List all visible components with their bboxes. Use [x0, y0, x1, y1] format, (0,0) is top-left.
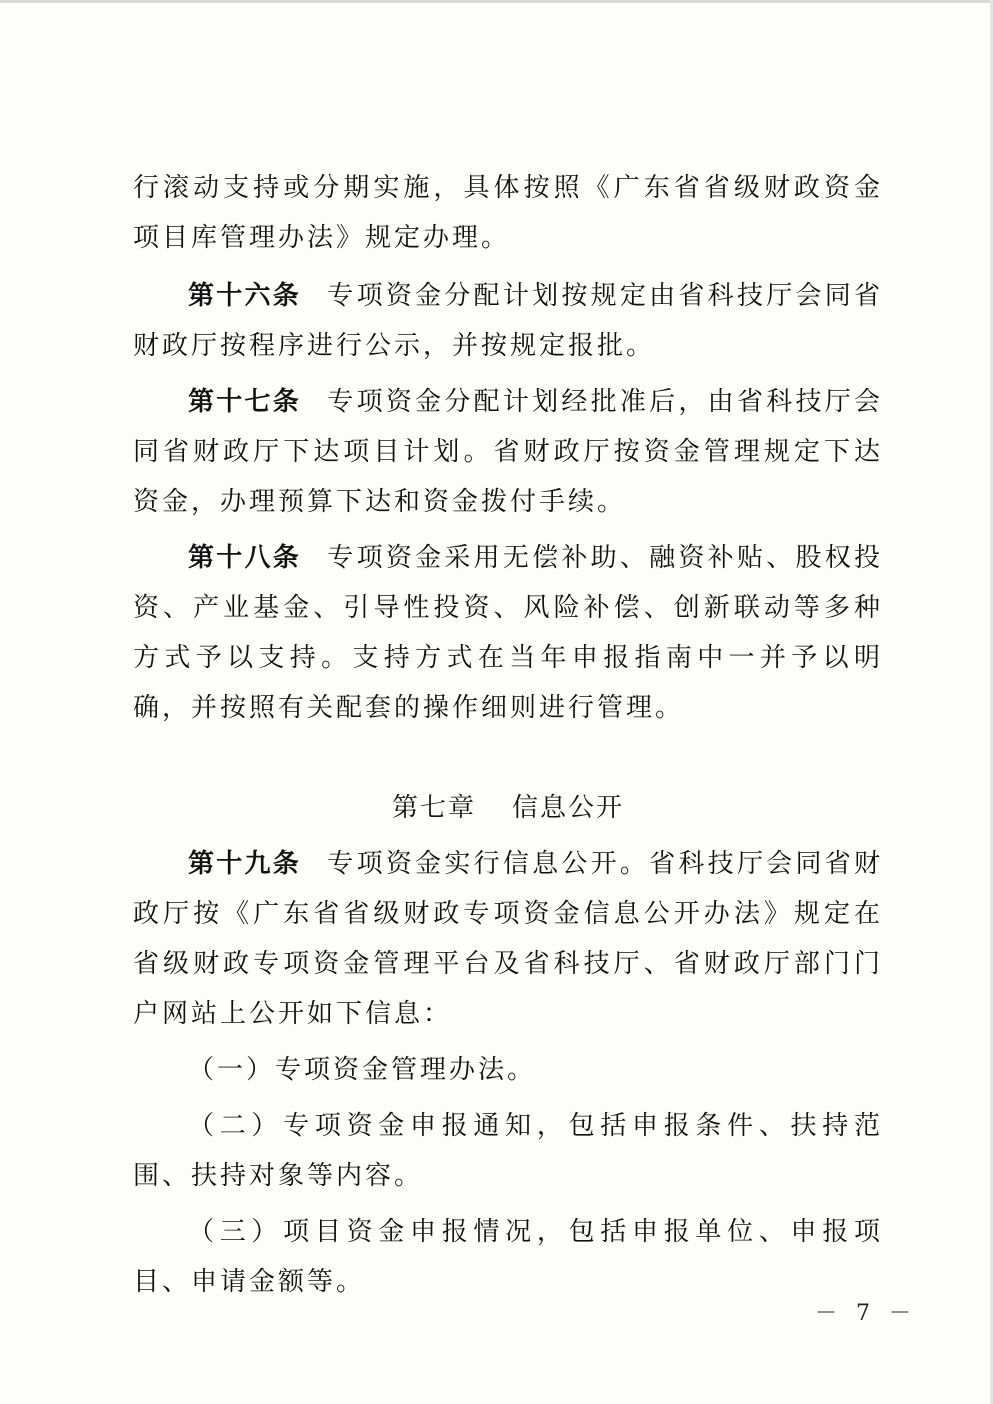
chapter-heading [133, 783, 883, 833]
paragraph-text: 行滚动支持或分期实施，具体按照《广东省省级财政资金项目库管理办法》规定办理。 [133, 173, 883, 253]
page-number: － 7 － [815, 1301, 917, 1326]
chapter-title: 信息公开 [512, 793, 625, 823]
article-text: 专项资金分配计划按规定由省科技厅会同省财政厅按程序进行公示，并按规定报批。 [133, 281, 883, 361]
scan-edge-top [0, 0, 993, 3]
article-label: 第十七条 [188, 387, 302, 417]
paragraph-continuation [133, 163, 883, 263]
article-text: 专项资金实行信息公开。省科技厅会同省财政厅按《广东省省级财政专项资金信息公开办法》规定在省级财政专项资金管理平台及省科技厅、省财政厅部门门户网站上公开如下信息： [133, 849, 883, 1029]
article-16 [133, 271, 883, 371]
list-item-2 [133, 1101, 883, 1201]
list-item-text: （一）专项资金管理办法。 [188, 1055, 537, 1085]
article-text: 专项资金分配计划经批准后，由省科技厅会同省财政厅下达项目计划。省财政厅按资金管理规定下达资金，办理预算下达和资金拨付手续。 [133, 387, 883, 517]
list-item-3 [133, 1207, 883, 1307]
article-18 [133, 533, 883, 733]
chapter-number: 第七章 [391, 793, 476, 823]
list-item-text: （二）专项资金申报通知，包括申报条件、扶持范围、扶持对象等内容。 [133, 1111, 883, 1191]
article-text: 专项资金采用无偿补助、融资补贴、股权投资、产业基金、引导性投资、风险补偿、创新联动等多种方式予以支持。支持方式在当年申报指南中一并予以明确，并按照有关配套的操作细则进行管理。 [133, 543, 883, 723]
article-label: 第十八条 [188, 543, 302, 573]
article-19 [133, 839, 883, 1039]
list-item-text: （三）项目资金申报情况，包括申报单位、申报项目、申请金额等。 [133, 1217, 883, 1297]
document-body [133, 163, 883, 1307]
article-label: 第十六条 [188, 281, 302, 311]
list-item-1 [133, 1045, 883, 1095]
article-label: 第十九条 [188, 849, 302, 879]
article-17 [133, 377, 883, 527]
